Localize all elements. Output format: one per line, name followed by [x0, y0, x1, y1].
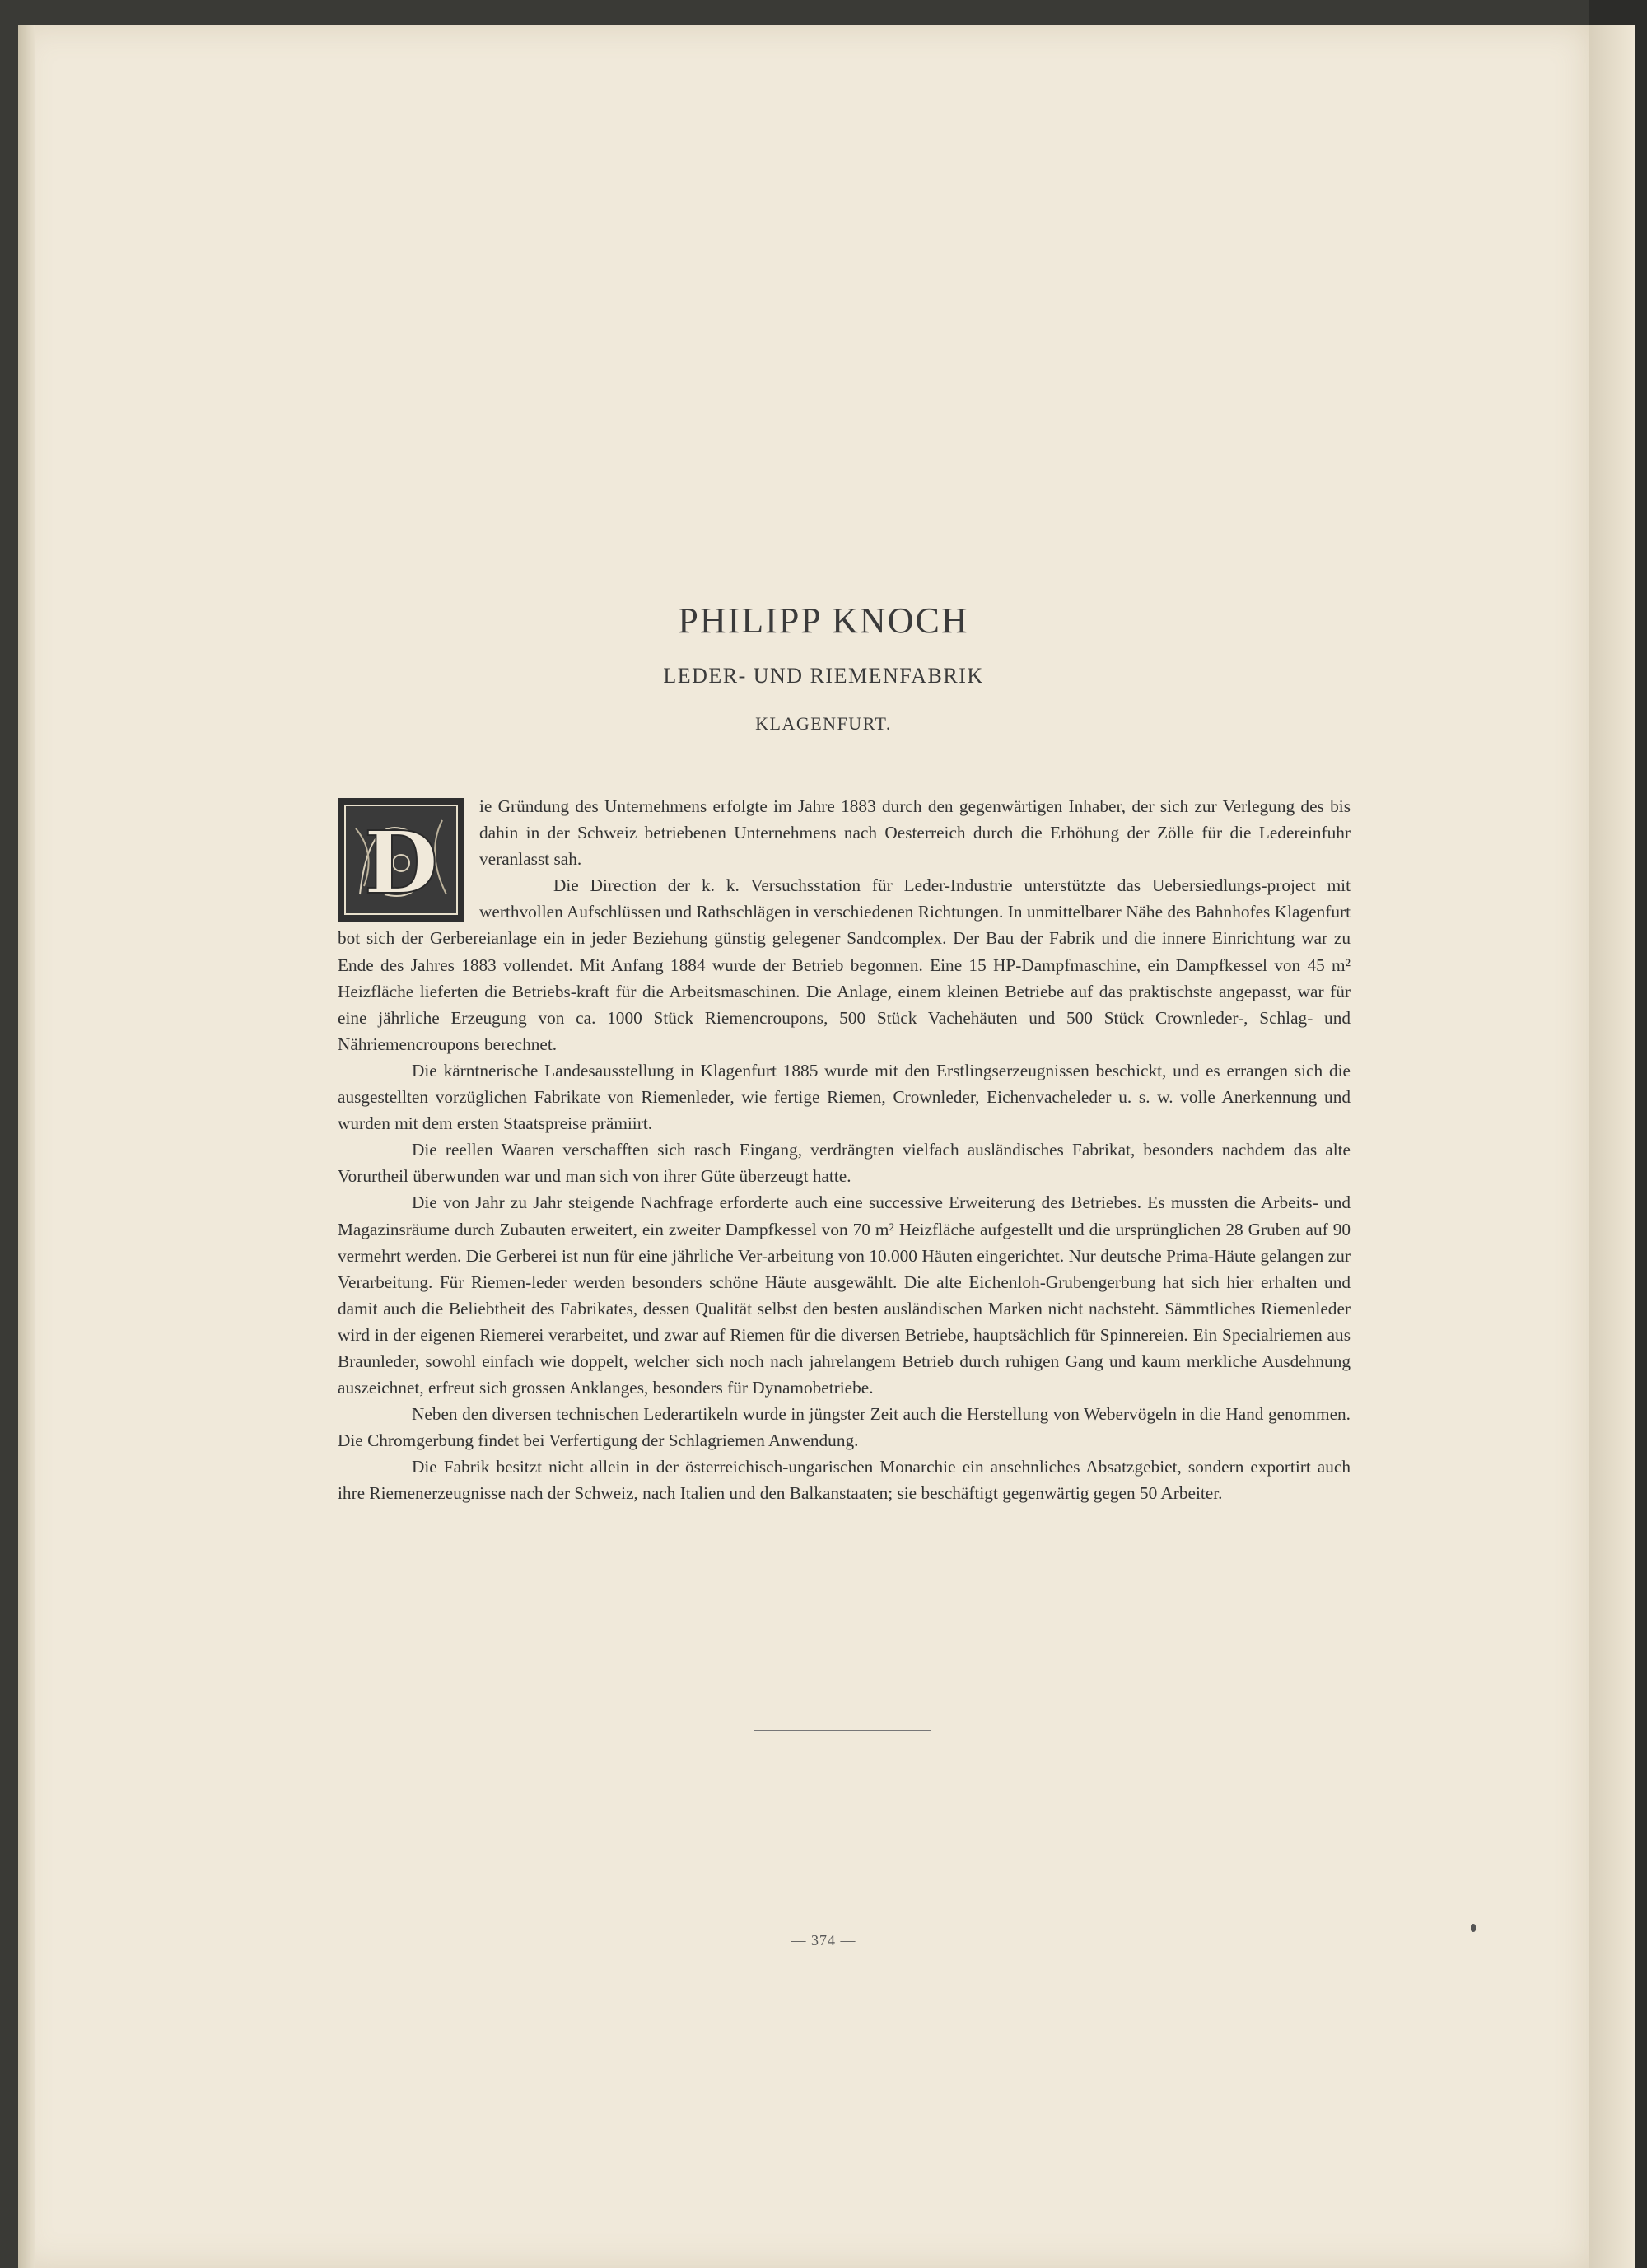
- page-location: KLAGENFURT.: [755, 713, 892, 734]
- ink-spot: [1471, 1924, 1476, 1932]
- paragraph: ie Gründung des Unternehmens erfolgte im Jahre 1883 durch den gegenwärtigen Inhaber, der sich zur Verlegung des bis dahin in der Schweiz betriebenen Unternehmens nach Oesterreich durch die Erhöhung der Zölle für die Ledereinfuhr veranlasst sah.: [479, 796, 1351, 870]
- page-number: — 374 —: [791, 1932, 856, 1948]
- paragraph: Die Direction der k. k. Versuchsstation für Leder-Industrie unterstützte das Uebersiedlungs-project mit werthvollen Aufschlüssen und Rathschlägen in verschiedenen Richtungen. In unmittelbarer Nähe des Bahnhofes Klagenfurt bot sich der Gerbereianlage ein in jeder Beziehung günstig gelegener Sandcomplex. Der Bau der Fabrik und die innere Einrichtung war zu Ende des Jahres 1883 vollendet. Mit Anfang 1884 wurde der Betrieb begonnen. Eine 15 HP-Dampfmaschine, ein Dampfkessel von 45 m² Heizfläche lieferten die Betriebs-kraft für die Arbeitsmaschinen. Die Anlage, einem kleinen Betriebe auf das praktischste angepasst, war für eine jährliche Erzeugung von ca. 1000 Stück Riemencroupons, 500 Stück Vachehäuten und 500 Stück Crownleder-, Schlag- und Nähriemencroupons berechnet.: [338, 875, 1351, 1054]
- paragraph: Die kärntnerische Landesausstellung in Klagenfurt 1885 wurde mit den Erstlingserzeugnissen beschickt, und es errangen sich die ausgestellten vorzüglichen Fabrikate von Riemenleder, wie fertige Riemen, Crownleder, Eichenvacheleder u. s. w. volle Anerkennung und wurden mit dem ersten Staatspreise prämiirt.: [338, 1060, 1351, 1134]
- ornament-icon: [343, 804, 459, 916]
- paragraph: Die Fabrik besitzt nicht allein in der österreichisch-ungarischen Monarchie ein ansehnliches Absatzgebiet, sondern exportirt auch ihre Riemenerzeugnisse nach der Schweiz, nach Italien und den Balkanstaaten; sie beschäftigt gegenwärtig gegen 50 Arbeiter.: [338, 1457, 1351, 1504]
- ornamental-initial-d: [338, 798, 464, 922]
- section-divider: [754, 1730, 931, 1731]
- paragraph: Neben den diversen technischen Lederartikeln wurde in jüngster Zeit auch die Herstellung von Webervögeln in die Hand genommen. Die Chromgerbung findet bei Verfertigung der Schlagriemen Anwendung.: [338, 1404, 1351, 1451]
- dropcap-letter: D: [363, 812, 439, 913]
- page-title: PHILIPP KNOCH: [678, 600, 969, 641]
- page-subtitle: LEDER- UND RIEMENFABRIK: [663, 664, 984, 688]
- paragraph: Die reellen Waaren verschafften sich rasch Eingang, verdrängten vielfach ausländisches Fabrikat, besonders nachdem das alte Vorurtheil überwunden war und man sich von ihrer Güte überzeugt hatte.: [338, 1140, 1351, 1187]
- paragraph: Die von Jahr zu Jahr steigende Nachfrage erforderte auch eine successive Erweiterung des Betriebes. Es mussten die Arbeits- und Magazinsräume durch Zubauten erweitert, ein zweiter Dampfkessel von 70 m² Heizfläche aufgestellt und die ursprünglichen 28 Gruben auf 90 vermehrt werden. Die Gerberei ist nun für eine jährliche Ver-arbeitung von 10.000 Häuten eingerichtet. Nur deutsche Prima-Häute gelangen zur Verarbeitung. Für Riemen-leder werden besonders schöne Häute ausgewählt. Die alte Eichenloh-Grubengerbung hat sich hier erhalten und damit auch die Beliebtheit des Fabrikates, dessen Qualität selbst den besten ausländischen Marken nicht nachsteht. Sämmtliches Riemenleder wird in der eigenen Riemerei verarbeitet, und zwar auf Riemen für die diversen Betriebe, hauptsächlich für Spinnereien. Ein Specialriemen aus Braunleder, sowohl einfach wie doppelt, welcher sich noch nach jahrelangem Betrieb durch ruhigen Gang und kaum merkliche Ausdehnung auszeichnet, erfreut sich grossen Anklanges, besonders für Dynamobetriebe.: [338, 1192, 1351, 1398]
- body-text: [338, 793, 1351, 1507]
